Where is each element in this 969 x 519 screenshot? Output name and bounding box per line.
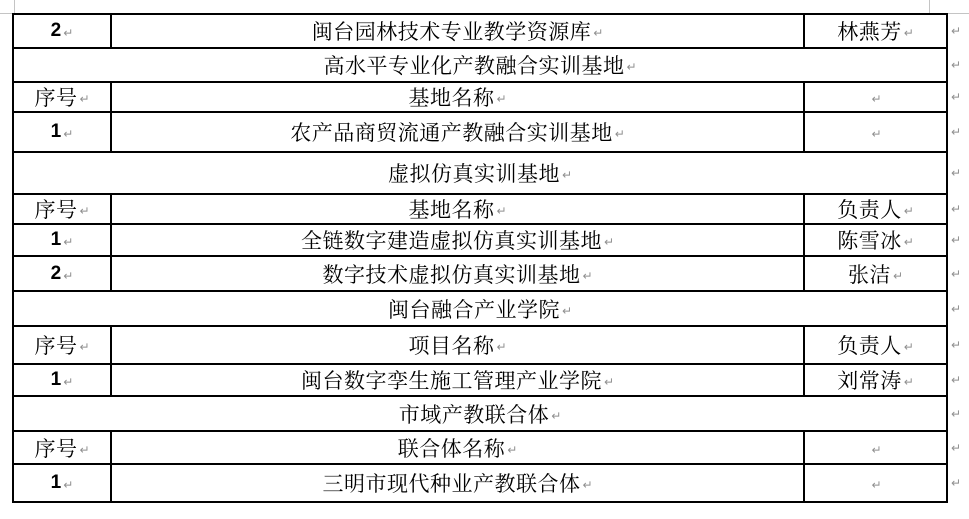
cell-name[interactable]: [112, 327, 805, 363]
end-of-row-mark-icon: ↵: [950, 233, 961, 247]
cell-name[interactable]: [112, 465, 805, 501]
cell-person[interactable]: [805, 83, 946, 111]
cell-text: 序号: [34, 198, 78, 222]
end-of-row-mark-icon: ↵: [950, 90, 961, 104]
table-row: [14, 113, 961, 153]
cell-person[interactable]: [805, 195, 946, 223]
end-of-row-mark-icon: ↵: [950, 338, 961, 352]
cell-text: 基地名称: [408, 86, 495, 110]
cell-text: 陈雪冰: [837, 229, 902, 253]
cell-name[interactable]: [112, 257, 805, 290]
paragraph-mark-icon: ↵: [582, 268, 593, 283]
cell-text: 1: [50, 229, 62, 250]
paragraph-mark-icon: ↵: [603, 375, 615, 389]
paragraph-mark-icon: ↵: [561, 168, 573, 182]
cell-text: 虚拟仿真实训基地: [387, 162, 560, 186]
word-table: [12, 13, 961, 503]
cell-text: 农产品商贸流通产教融合实训基地: [290, 121, 613, 145]
cell-text: 1: [50, 472, 62, 493]
end-of-row-mark-icon: ↵: [950, 373, 961, 387]
cell-person[interactable]: [805, 327, 946, 363]
table-row: [14, 15, 961, 49]
paragraph-mark-icon: ↵: [614, 127, 625, 141]
cell-person[interactable]: [805, 15, 946, 47]
paragraph-mark-icon: ↵: [903, 340, 914, 354]
cell-name[interactable]: [112, 195, 805, 223]
cell-text: 市域产教联合体: [398, 402, 550, 427]
paragraph-mark-icon: ↵: [582, 478, 593, 492]
cell-text: 负责人: [837, 198, 902, 222]
cell-text: 闽台园林技术专业教学资源库: [311, 20, 592, 44]
cell-person[interactable]: [805, 113, 946, 151]
paragraph-mark-icon: ↵: [903, 375, 914, 389]
paragraph-mark-icon: ↵: [63, 375, 74, 389]
paragraph-mark-icon: ↵: [63, 235, 74, 249]
cell-name[interactable]: [112, 365, 805, 395]
cell-text: 2: [50, 20, 62, 41]
paragraph-mark-icon: ↵: [871, 127, 882, 141]
table-row: [14, 365, 961, 397]
cell-section-title[interactable]: [14, 153, 946, 193]
cell-name[interactable]: [112, 83, 805, 111]
cell-text: 数字技术虚拟仿真实训基地: [322, 262, 581, 287]
cell-text: 基地名称: [408, 198, 495, 222]
paragraph-mark-icon: ↵: [63, 478, 74, 492]
cell-seq[interactable]: [14, 15, 112, 47]
paragraph-mark-icon: ↵: [507, 442, 518, 457]
end-of-row-mark-icon: ↵: [950, 476, 961, 490]
gridline-artifact: [14, 0, 15, 13]
cell-text: 1: [50, 121, 62, 142]
table-row: [14, 432, 961, 465]
table-row: [14, 465, 961, 501]
cell-section-title[interactable]: [14, 49, 946, 81]
cell-person[interactable]: [805, 365, 946, 395]
table-row-section: [14, 397, 961, 432]
cell-seq[interactable]: [14, 465, 112, 501]
paragraph-mark-icon: ↵: [79, 340, 90, 354]
paragraph-mark-icon: ↵: [903, 26, 914, 40]
paragraph-mark-icon: ↵: [892, 268, 904, 283]
cell-text: 序号: [34, 86, 78, 110]
paragraph-mark-icon: ↵: [871, 478, 882, 492]
end-of-row-mark-icon: ↵: [950, 166, 961, 180]
paragraph-mark-icon: ↵: [903, 235, 914, 249]
cell-name[interactable]: [112, 15, 805, 47]
cell-section-title[interactable]: [14, 397, 946, 430]
cell-text: 联合体名称: [397, 436, 506, 461]
paragraph-mark-icon: ↵: [79, 442, 90, 457]
cell-text: 闽台融合产业学院: [387, 297, 560, 322]
cell-text: 闽台数字孪生施工管理产业学院: [300, 369, 602, 393]
paragraph-mark-icon: ↵: [903, 204, 914, 218]
paragraph-mark-icon: ↵: [496, 92, 507, 106]
table-row-section: [14, 292, 961, 327]
cell-text: 序号: [34, 436, 78, 461]
cell-text: 负责人: [837, 334, 902, 358]
end-of-row-mark-icon: ↵: [950, 406, 961, 421]
paragraph-mark-icon: ↵: [496, 204, 507, 218]
end-of-row-mark-icon: ↵: [950, 440, 961, 455]
cell-seq[interactable]: [14, 327, 112, 363]
paragraph-mark-icon: ↵: [871, 92, 882, 106]
cell-text: 1: [50, 369, 62, 390]
table-row-section: [14, 49, 961, 83]
cell-section-title[interactable]: [14, 292, 946, 325]
cell-text: 刘常涛: [837, 369, 902, 393]
gridline-artifact: [0, 13, 12, 14]
cell-text: 2: [50, 262, 62, 284]
cell-text: 林燕芳: [837, 20, 902, 44]
gridline-artifact: [946, 13, 969, 14]
cell-seq[interactable]: [14, 83, 112, 111]
cell-seq[interactable]: [14, 195, 112, 223]
cell-name[interactable]: [112, 113, 805, 151]
cell-text: 三明市现代种业产教联合体: [322, 472, 581, 496]
cell-text: 全链数字建造虚拟仿真实训基地: [300, 229, 602, 253]
paragraph-mark-icon: ↵: [496, 340, 507, 354]
paragraph-mark-icon: ↵: [63, 26, 74, 40]
table-row-section: [14, 153, 961, 195]
paragraph-mark-icon: ↵: [79, 92, 90, 106]
end-of-row-mark-icon: ↵: [950, 301, 961, 316]
cell-text: 高水平专业化产教融合实训基地: [323, 54, 625, 78]
table-row: [14, 225, 961, 257]
paragraph-mark-icon: ↵: [593, 26, 604, 40]
paragraph-mark-icon: ↵: [871, 442, 882, 457]
end-of-row-mark-icon: ↵: [950, 24, 961, 38]
table-row: [14, 327, 961, 365]
cell-seq[interactable]: [14, 257, 112, 290]
paragraph-mark-icon: ↵: [79, 204, 90, 218]
cell-name[interactable]: [112, 432, 805, 463]
cell-text: 序号: [34, 334, 78, 358]
paragraph-mark-icon: ↵: [63, 268, 74, 283]
end-of-row-mark-icon: ↵: [950, 266, 961, 281]
cell-name[interactable]: [112, 225, 805, 255]
cell-seq[interactable]: [14, 432, 112, 463]
cell-seq[interactable]: [14, 365, 112, 395]
paragraph-mark-icon: ↵: [626, 60, 637, 74]
gridline-artifact: [929, 0, 930, 13]
cell-seq[interactable]: [14, 225, 112, 255]
paragraph-mark-icon: ↵: [603, 235, 615, 249]
table-row: [14, 83, 961, 113]
cell-text: 项目名称: [408, 334, 495, 358]
end-of-row-mark-icon: ↵: [950, 58, 961, 72]
cell-text: 张洁: [847, 262, 891, 287]
cell-person[interactable]: [805, 465, 946, 501]
end-of-row-mark-icon: ↵: [950, 202, 961, 216]
end-of-row-mark-icon: ↵: [950, 125, 961, 139]
cell-seq[interactable]: [14, 113, 112, 151]
paragraph-mark-icon: ↵: [551, 408, 562, 423]
table-row: [14, 195, 961, 225]
cell-person[interactable]: [805, 432, 946, 463]
paragraph-mark-icon: ↵: [561, 303, 573, 318]
paragraph-mark-icon: ↵: [63, 127, 74, 141]
cell-person[interactable]: [805, 257, 946, 290]
table-row: [14, 257, 961, 292]
cell-person[interactable]: [805, 225, 946, 255]
